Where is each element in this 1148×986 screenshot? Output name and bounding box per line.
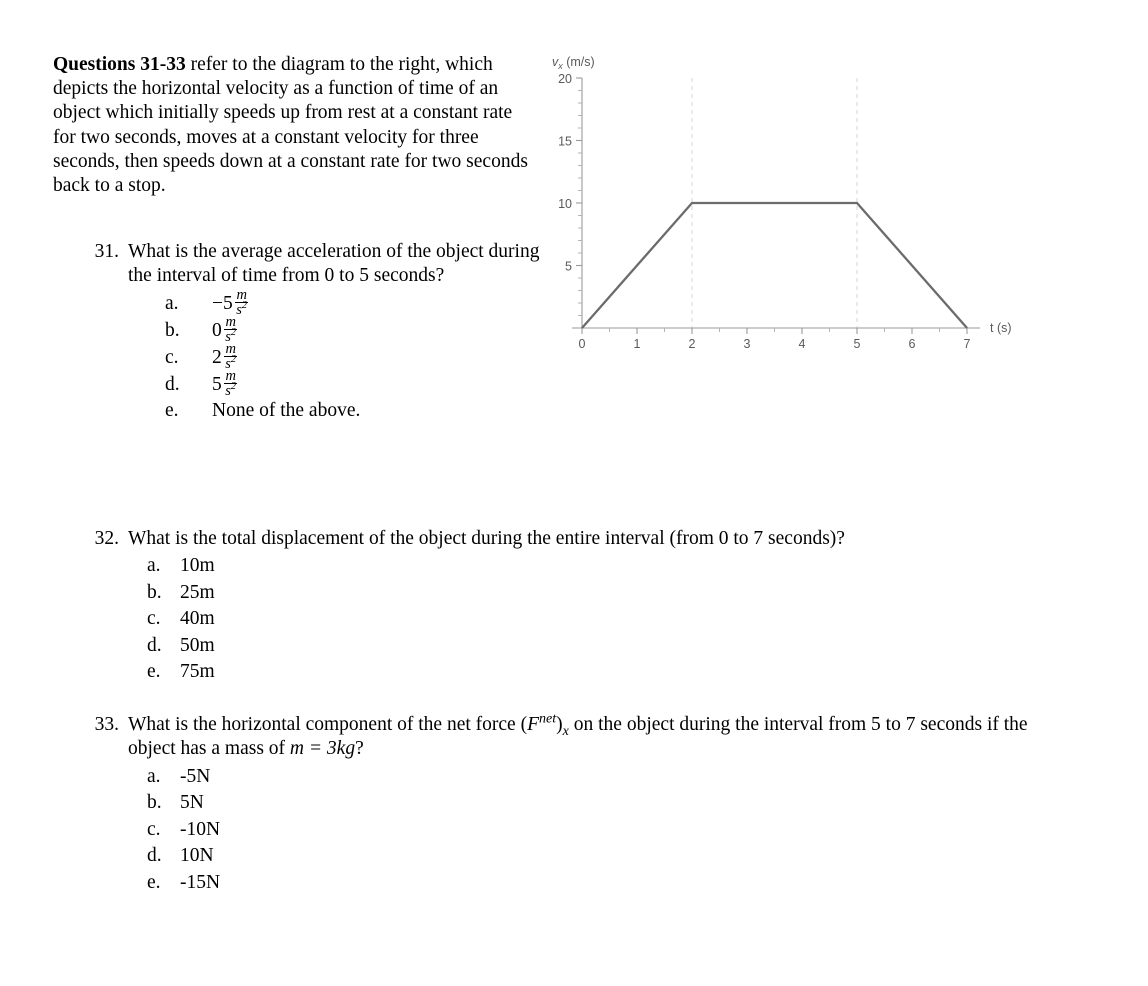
choice-value: 25m <box>180 581 215 603</box>
question-33-text-part1: What is the horizontal component of the net force ( <box>128 714 528 735</box>
fraction-m-over-s-squared <box>235 288 248 319</box>
fraction-denominator: $s^2$ <box>225 381 237 400</box>
question-33 <box>85 710 1065 896</box>
choice-32-e[interactable] <box>147 659 1065 686</box>
fraction-numerator: m <box>225 313 236 330</box>
choice-31-c[interactable] <box>165 340 550 373</box>
choice-value: -5N <box>180 765 211 787</box>
mass-expression: m = 3kg <box>289 738 356 760</box>
x-tick-label-3: 3 <box>743 337 751 351</box>
fraction-numerator: m <box>225 367 236 384</box>
choice-31-d[interactable] <box>165 367 550 400</box>
question-31-choices <box>165 286 550 424</box>
choice-letter: b. <box>147 581 162 603</box>
choice-value: 50m <box>180 634 215 656</box>
x-tick-label-6: 6 <box>908 337 916 351</box>
choice-value: 5N <box>180 792 204 814</box>
choice-letter: d. <box>165 373 180 395</box>
y-tick-label-5: 5 <box>565 259 572 274</box>
choice-letter: c. <box>147 608 161 630</box>
fraction-denominator: $s^2$ <box>225 354 237 373</box>
choice-33-c[interactable] <box>147 816 1065 843</box>
question-33-choices <box>147 763 1065 896</box>
intro-paragraph <box>53 53 533 198</box>
choice-letter: a. <box>147 555 161 577</box>
y-tick-label-20: 20 <box>558 72 572 86</box>
x-tick-label-1: 1 <box>633 337 641 351</box>
choice-letter: b. <box>165 319 180 341</box>
velocity-curve <box>582 203 967 328</box>
choice-32-a[interactable] <box>147 553 1065 580</box>
choice-letter: c. <box>147 818 161 840</box>
fraction-m-over-s-squared <box>224 369 237 400</box>
choice-33-b[interactable] <box>147 790 1065 817</box>
choice-32-c[interactable] <box>147 606 1065 633</box>
x-tick-label-5: 5 <box>853 337 861 351</box>
y-axis-subscript: x <box>558 61 563 71</box>
choice-value: 10m <box>180 555 215 577</box>
choice-value: 40m <box>180 608 215 630</box>
choice-value <box>212 367 550 401</box>
x-tick-label-7: 7 <box>963 337 971 351</box>
question-31-text: What is the average acceleration of the object during the interval of time from 0 to 5 seconds? <box>128 241 540 287</box>
choice-value: 75m <box>180 661 215 683</box>
choice-33-e[interactable] <box>147 869 1065 896</box>
question-33-stem <box>85 710 1065 761</box>
question-31-number: 31. <box>94 241 119 262</box>
choice-31-e[interactable] <box>165 398 550 424</box>
choice-value: -10N <box>180 818 221 840</box>
choice-value: None of the above. <box>212 400 361 422</box>
question-32-stem <box>85 527 1065 551</box>
choice-letter: d. <box>147 845 162 867</box>
x-tick-label-2: 2 <box>688 337 696 351</box>
choice-32-b[interactable] <box>147 580 1065 607</box>
question-33-text-part3: ? <box>355 738 364 760</box>
fraction-denominator: $s^2$ <box>236 300 248 319</box>
force-subscript: x <box>562 722 569 739</box>
question-33-number: 33. <box>94 714 119 735</box>
question-31 <box>85 240 550 424</box>
choice-31-b[interactable] <box>165 313 550 346</box>
question-32-text: What is the total displacement of the object during the entire interval (from 0 to 7 seconds)? <box>128 528 845 549</box>
force-symbol: F <box>527 714 539 735</box>
choice-coefficient: −5 <box>212 292 233 314</box>
choice-letter: b. <box>147 792 162 814</box>
fraction-numerator: m <box>225 340 236 357</box>
chart-svg <box>540 50 1040 360</box>
question-32-choices <box>147 553 1065 686</box>
fraction-numerator: m <box>236 286 247 303</box>
choice-letter: d. <box>147 634 162 656</box>
choice-letter: a. <box>147 765 161 787</box>
force-superscript: net <box>539 710 557 727</box>
intro-lead: Questions 31-33 <box>53 54 186 75</box>
y-axis-symbol: v <box>552 55 559 69</box>
choice-32-d[interactable] <box>147 633 1065 660</box>
choice-33-d[interactable] <box>147 843 1065 870</box>
y-tick-label-15: 15 <box>558 134 572 149</box>
intro-body: refer to the diagram to the right, which depicts the horizontal velocity as a function of time of an object which initially speeds up from rest at a constant rate for two seconds, moves at a constant velocity for three seconds, then speeds down at a constant rate for two seconds back to a stop. <box>53 54 528 197</box>
choice-value: -15N <box>180 871 221 893</box>
choice-value <box>212 286 550 320</box>
choice-33-a[interactable] <box>147 763 1065 790</box>
x-axis-label: t (s) <box>990 321 1012 335</box>
choice-coefficient: 2 <box>212 346 222 368</box>
choice-letter: e. <box>147 871 161 893</box>
choice-coefficient: 5 <box>212 373 222 395</box>
choice-value <box>212 340 550 374</box>
choice-letter: c. <box>165 346 179 368</box>
choice-value <box>212 313 550 347</box>
question-31-stem <box>85 240 550 288</box>
velocity-time-graph <box>540 50 1040 360</box>
choice-letter: a. <box>165 292 179 314</box>
y-axis-unit: (m/s) <box>562 55 595 69</box>
question-32-number: 32. <box>94 528 119 549</box>
choice-value: 10N <box>180 845 214 867</box>
x-tick-label-0: 0 <box>578 337 586 351</box>
y-axis-label <box>552 55 595 71</box>
y-tick-label-10: 10 <box>558 197 572 211</box>
choice-letter: e. <box>165 400 179 422</box>
question-32 <box>85 527 1065 686</box>
fraction-denominator: $s^2$ <box>225 327 237 346</box>
choice-31-a[interactable] <box>165 286 550 319</box>
choice-letter: e. <box>147 661 161 683</box>
x-tick-label-4: 4 <box>798 337 806 351</box>
choice-coefficient: 0 <box>212 319 222 341</box>
question-33-text: What is the horizontal component of the net force $(F^{net})_x$ on the object during the interval from 5 to 7 seconds if the object has a mass of m = 3kg? <box>128 710 1028 760</box>
question-33-text-part2: on the object during the interval from 5 to 7 seconds if the object has a mass of <box>128 714 1028 760</box>
